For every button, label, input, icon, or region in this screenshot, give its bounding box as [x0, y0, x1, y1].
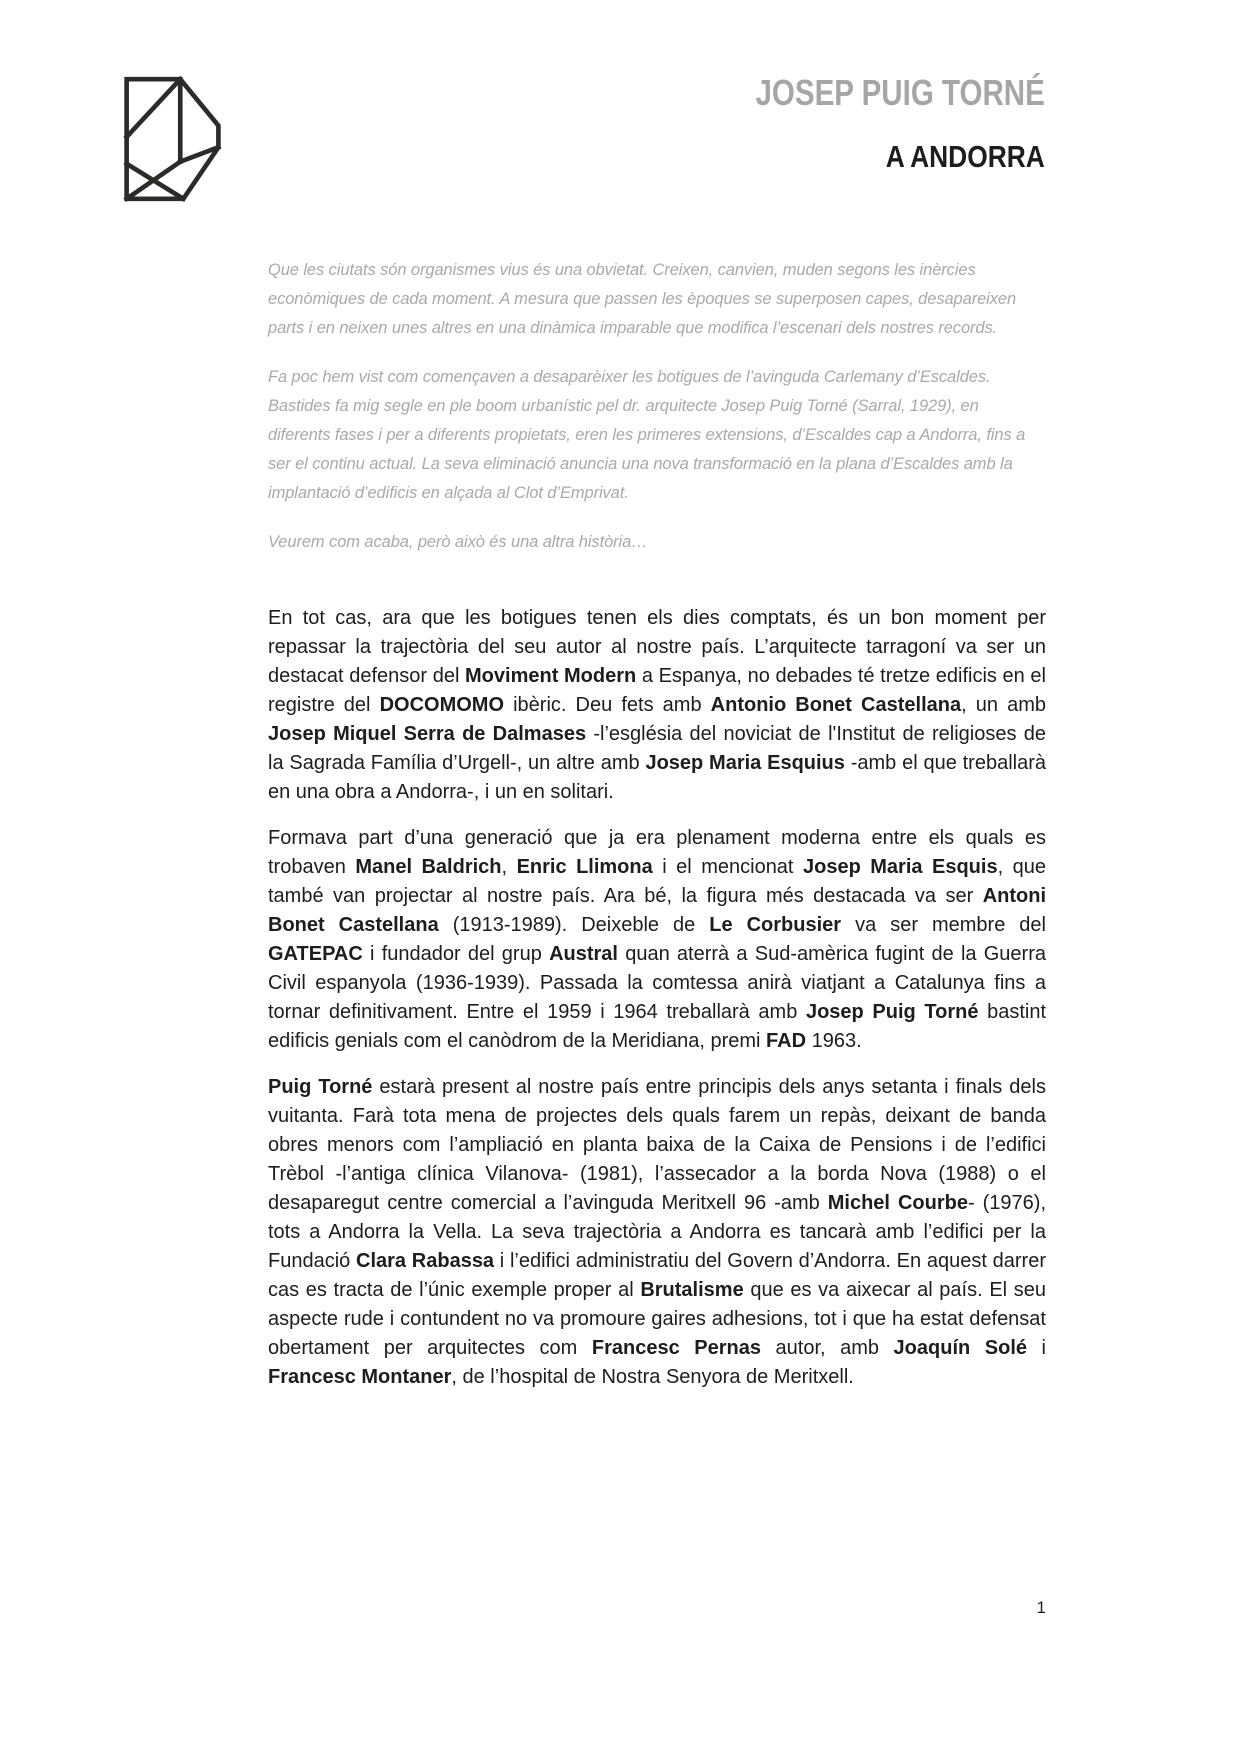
intro-paragraph-3: Veurem com acaba, però això és una altra història… [268, 533, 648, 551]
intro-paragraph-2: Fa poc hem vist com començaven a desaparèixer les botigues de l’avinguda Carlemany d’Escaldes. Bastides fa mig segle en ple boom urbanístic pel dr. arquitecte Josep Puig Torné (Sarral, 1929), en diferents fases i per a diferents propietats, eren les primeres extensions, d’Escaldes cap a Andorra, fins a ser el continu actual. La seva eliminació anuncia una nova transformació en la plana d’Escaldes amb la implantació d’edificis en alçada al Clot d’Emprivat. [268, 368, 1026, 502]
intro-paragraph-1: Que les ciutats són organismes vius és una obvietat. Creixen, canvien, muden segons les inèrcies econòmiques de cada moment. A mesura que passen les èpoques se superposen capes, desapareixen parts i en neixen unes altres en una dinàmica imparable que modifica l’escenari dels nostres records. [268, 261, 1017, 337]
document-title: JOSEP PUIG TORNÉ [755, 72, 1045, 113]
body-paragraph-1: En tot cas, ara que les botigues tenen els dies comptats, és un bon moment per repassar la trajectòria del seu autor al nostre país. L’arquitecte tarragoní va ser un destacat defensor del Moviment Modern a Espanya, no debades té tretze edificis en el registre del DOCOMOMO ibèric. Deu fets amb Antonio Bonet Castellana, un amb Josep Miquel Serra de Dalmases -l’església del noviciat de l'Institut de religioses de la Sagrada Família d’Urgell-, un altre amb Josep Maria Esquius -amb el que treballarà en una obra a Andorra-, i un en solitari. [268, 607, 1047, 803]
page-number: 1 [1036, 1598, 1046, 1617]
page-footer [268, 1598, 1046, 1618]
body-paragraph-2: Formava part d’una generació que ja era plenament moderna entre els quals es trobaven Manel Baldrich, Enric Llimona i el mencionat Josep Maria Esquis, que també van projectar al nostre país. Ara bé, la figura més destacada va ser Antoni Bonet Castellana (1913-1989). Deixeble de Le Corbusier va ser membre del GATEPAC i fundador del grup Austral quan aterrà a Sud-amèrica fugint de la Guerra Civil espanyola (1936-1939). Passada la comtessa anirà viatjant a Catalunya fins a tornar definitivament. Entre el 1959 i 1964 treballarà amb Josep Puig Torné bastint edificis genials com el canòdrom de la Meridiana, premi FAD 1963. [268, 827, 1047, 1052]
header-titles [692, 72, 1045, 175]
geometric-d-architect-logo-icon [118, 73, 226, 205]
body-paragraph-3: Puig Torné estarà present al nostre país entre principis dels anys setanta i finals dels vuitanta. Farà tota mena de projectes dels quals farem un repàs, deixant de banda obres menors com l’ampliació en planta baixa de la Caixa de Pensions i de l’edifici Trèbol -l’antiga clínica Vilanova- (1981), l’assecador a la borda Nova (1988) o el desaparegut centre comercial a l’avinguda Meritxell 96 -amb Michel Courbe- (1976), tots a Andorra la Vella. La seva trajectòria a Andorra es tancarà amb l’edifici per la Fundació Clara Rabassa i l’edifici administratiu del Govern d’Andorra. En aquest darrer cas es tracta de l’únic exemple proper al Brutalisme que es va aixecar al país. El seu aspecte rude i contundent no va promoure gaires adhesions, tot i que ha estat defensat obertament per arquitectes com Francesc Pernas autor, amb Joaquín Solé i Francesc Montaner, de l’hospital de Nostra Senyora de Meritxell. [268, 1076, 1047, 1388]
body-section [268, 604, 1046, 1409]
document-subtitle: A ANDORRA [885, 139, 1045, 174]
intro-section [268, 256, 1028, 577]
